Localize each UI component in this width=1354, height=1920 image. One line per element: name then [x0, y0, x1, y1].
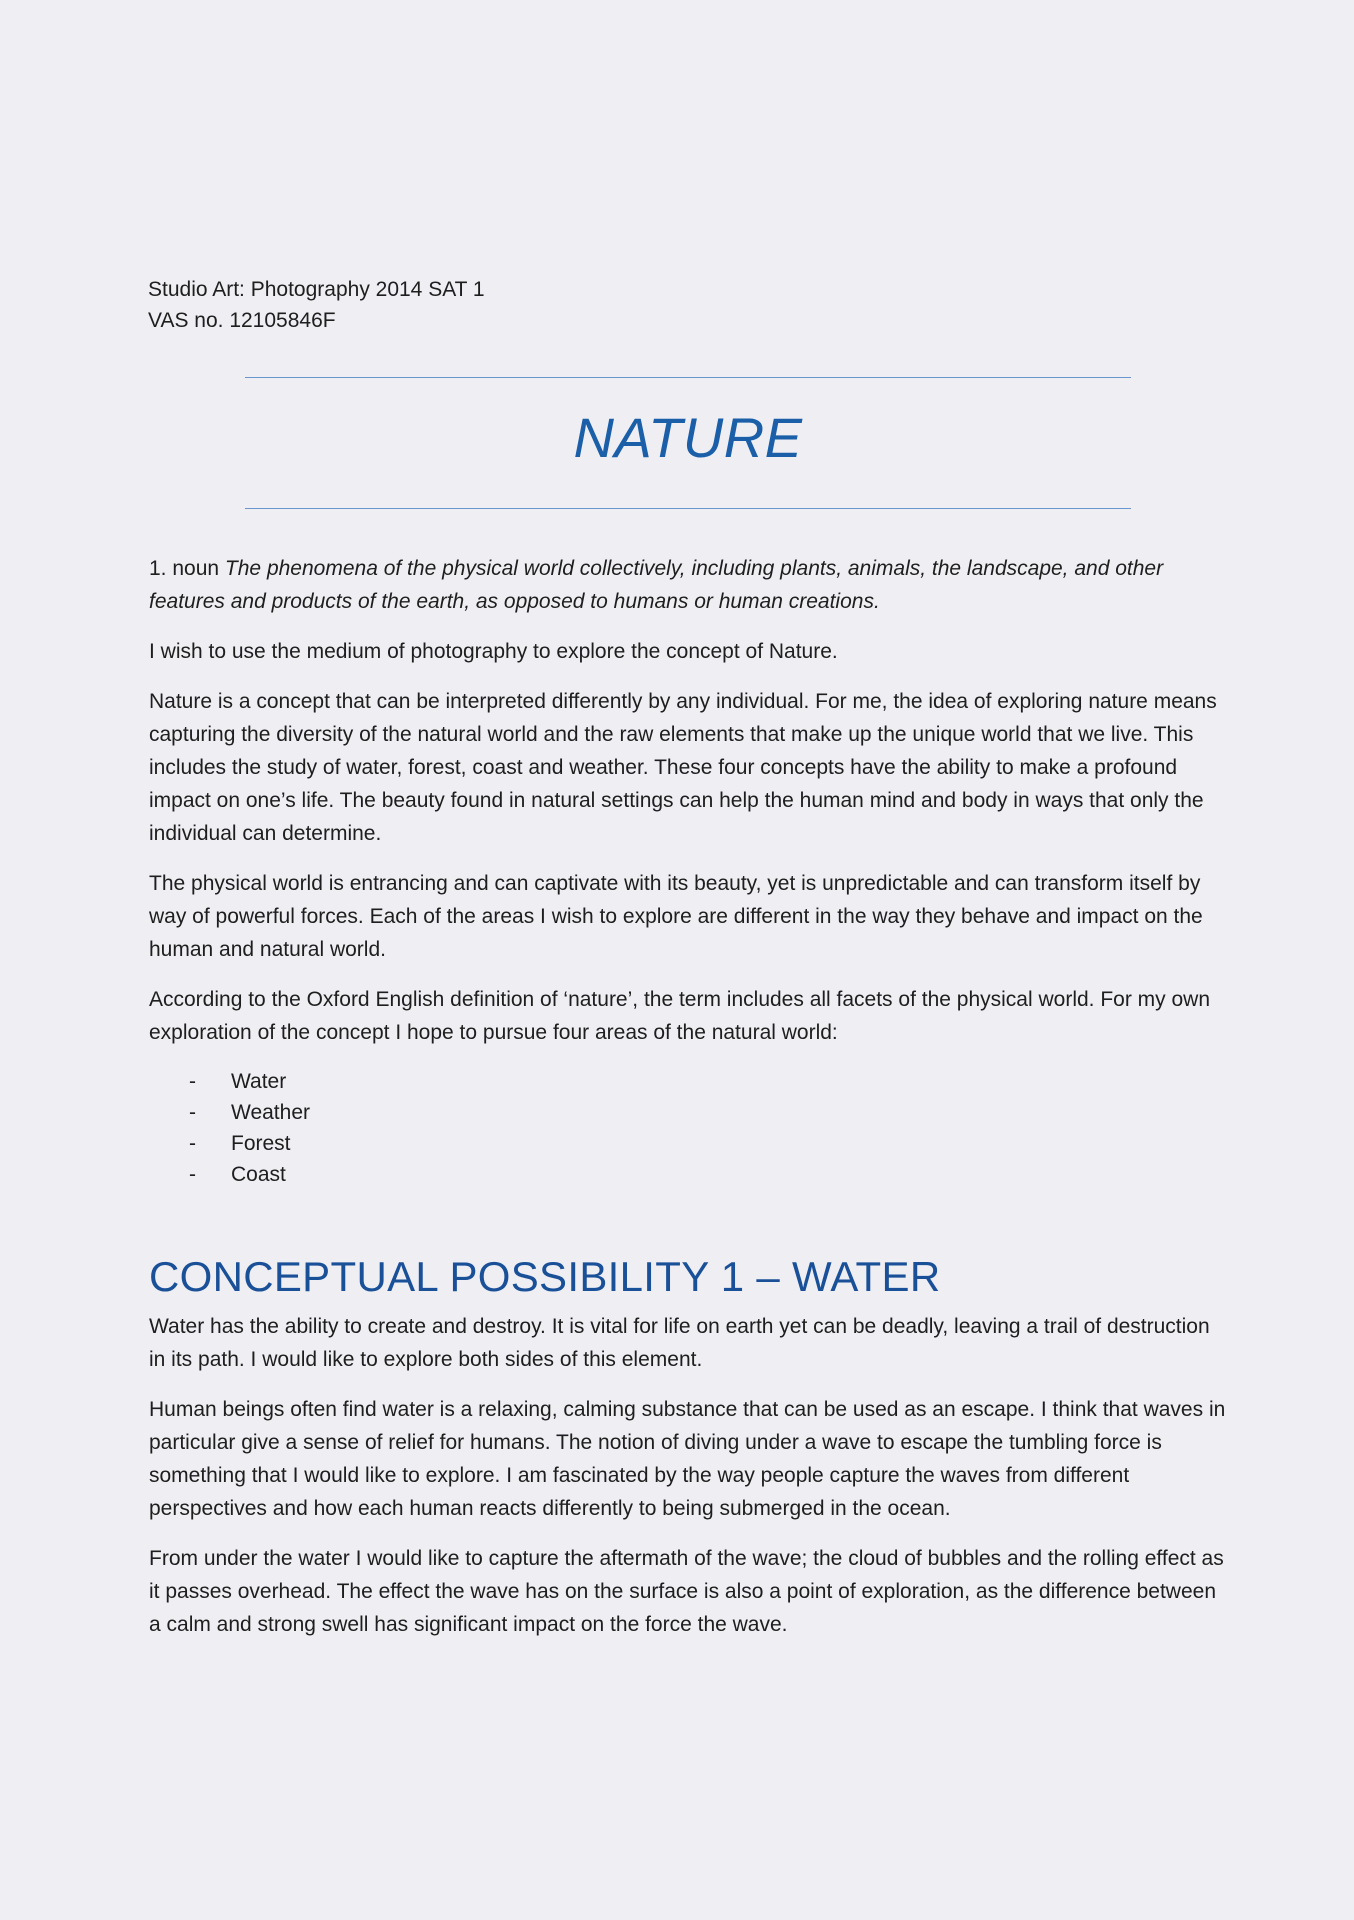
list-item	[189, 1097, 1229, 1128]
paragraph-water-1: Water has the ability to create and destroy. It is vital for life on earth yet can be deadly, leaving a trail of destruction in its path. I would like to explore both sides of this element.	[149, 1315, 1210, 1371]
bullet-dash: -	[189, 1101, 196, 1124]
paragraph-intro: I wish to use the medium of photography to explore the concept of Nature.	[149, 640, 838, 663]
list-item	[189, 1128, 1229, 1159]
list-item-label: Water	[231, 1070, 287, 1093]
definition	[149, 552, 1229, 618]
definition-label: 1. noun	[149, 557, 220, 580]
page-title: NATURE	[573, 406, 803, 469]
list-item-label: Forest	[231, 1132, 291, 1155]
list-item-label: Weather	[231, 1101, 310, 1124]
paragraph-oxford: According to the Oxford English definition of ‘nature’, the term includes all facets of the physical world. For my own exploration of the concept I hope to pursue four areas of the natural world:	[149, 988, 1211, 1044]
bullet-dash: -	[189, 1132, 196, 1155]
list-item	[189, 1066, 1229, 1097]
vas-number: VAS no. 12105846F	[148, 309, 336, 332]
section-heading-water: CONCEPTUAL POSSIBILITY 1 – WATER	[149, 1253, 941, 1300]
paragraph-concept: Nature is a concept that can be interpreted differently by any individual. For me, the idea of exploring nature means capturing the diversity of the natural world and the raw elements that make up the unique world that we live. This includes the study of water, forest, coast and weather. These four concepts have the ability to make a profound impact on one’s life. The beauty found in natural settings can help the human mind and body in ways that only the individual can determine.	[149, 690, 1217, 845]
document-body	[149, 552, 1229, 1658]
title-rule-bottom	[245, 508, 1131, 509]
areas-list	[189, 1066, 1229, 1190]
paragraph-water-2: Human beings often find water is a relaxing, calming substance that can be used as an escape. I think that waves in particular give a sense of relief for humans. The notion of diving under a wave to escape the tumbling force is something that I would like to explore. I am fascinated by the way people capture the waves from different perspectives and how each human reacts differently to being submerged in the ocean.	[149, 1398, 1226, 1520]
bullet-dash: -	[189, 1070, 196, 1093]
document-header	[148, 274, 485, 336]
course-line: Studio Art: Photography 2014 SAT 1	[148, 278, 485, 301]
paragraph-water-3: From under the water I would like to capture the aftermath of the wave; the cloud of bubbles and the rolling effect as it passes overhead. The effect the wave has on the surface is also a point of exploration, as the difference between a calm and strong swell has significant impact on the force the wave.	[149, 1547, 1224, 1636]
bullet-dash: -	[189, 1163, 196, 1186]
title-rule-top	[245, 377, 1131, 378]
definition-text: The phenomena of the physical world collectively, including plants, animals, the landscape, and other features and products of the earth, as opposed to humans or human creations.	[149, 557, 1164, 613]
paragraph-physical-world: The physical world is entrancing and can captivate with its beauty, yet is unpredictable and can transform itself by way of powerful forces. Each of the areas I wish to explore are different in the way they behave and impact on the human and natural world.	[149, 872, 1203, 961]
list-item-label: Coast	[231, 1163, 286, 1186]
list-item	[189, 1159, 1229, 1190]
